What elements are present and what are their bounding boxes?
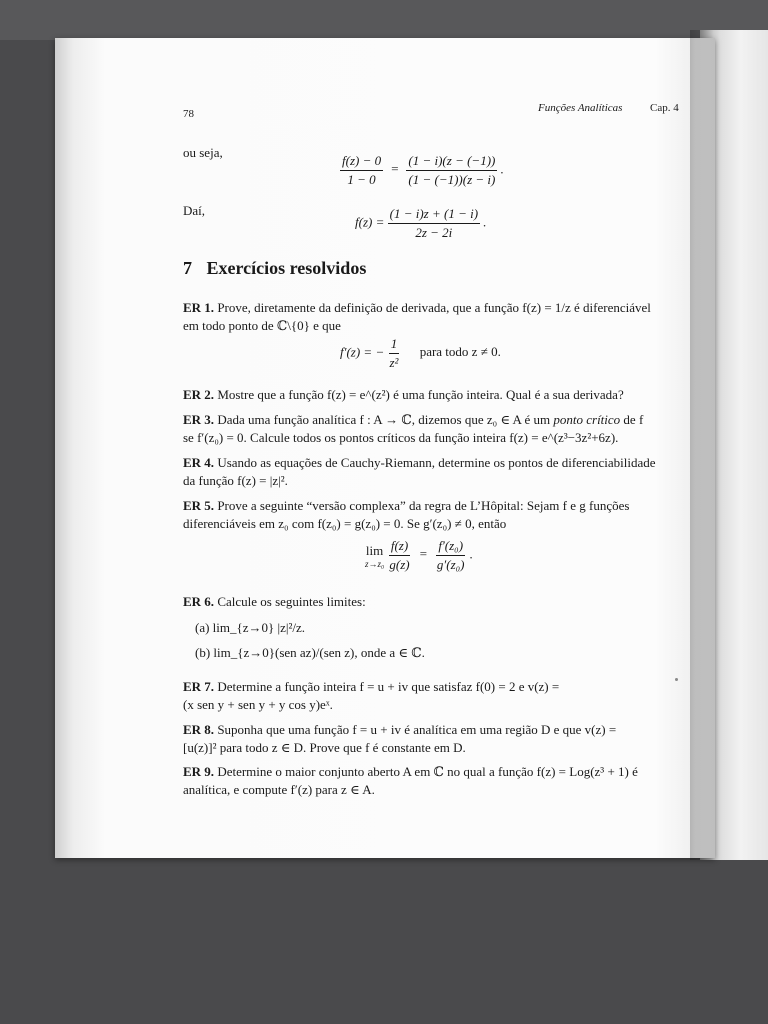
eq2-lhs: f(z) = <box>355 214 385 230</box>
er8-tag: ER 8. <box>183 722 215 737</box>
er6-tag: ER 6. <box>183 594 215 609</box>
page-number: 78 <box>183 108 194 120</box>
exercise-4 <box>183 455 656 471</box>
er7-line2: (x sen y + sen y + y cos y)eˣ. <box>183 697 333 712</box>
er6-item-a: (a) lim_{z→0} |z|²/z. <box>195 620 306 635</box>
chapter-label: Cap. 4 <box>650 102 679 114</box>
er3-tag: ER 3. <box>183 412 215 427</box>
eq1-lhs-den: 1 − 0 <box>347 172 376 187</box>
er4-line1: Usando as equações de Cauchy-Riemann, determine os pontos de diferenciabilidade <box>217 455 656 470</box>
intro-dai: Daí, <box>183 203 206 218</box>
er1-eq-num: 1 <box>389 336 400 354</box>
er3-line1-c: de f <box>620 412 644 427</box>
er5-num2: f′(z₀) <box>436 538 465 556</box>
er6-line1: Calcule os seguintes limites: <box>217 594 366 609</box>
section-number: 7 <box>183 258 192 278</box>
er1-line1: Prove, diretamente da definição de derivada, que a função f(z) = 1/z é diferenciável <box>217 300 651 315</box>
er9-line2: analítica, e compute f′(z) para z ∈ A. <box>183 782 375 797</box>
er1-eq-lhs: f′(z) = − <box>340 344 385 360</box>
er4-tag: ER 4. <box>183 455 215 470</box>
er5-den2: g′(z₀) <box>436 557 465 572</box>
exercise-7 <box>183 679 559 695</box>
exercise-1 <box>183 300 651 316</box>
er1-equation <box>340 336 501 371</box>
chapter-title: Funções Analíticas <box>538 102 623 114</box>
er9-tag: ER 9. <box>183 764 215 779</box>
er7-tag: ER 7. <box>183 679 215 694</box>
eq2-num: (1 − i)z + (1 − i) <box>388 206 480 224</box>
er5-tag: ER 5. <box>183 498 215 513</box>
equation-1: $\frac{f(z) - 0}{1 - 0}$ = $\frac{(1 - i)(z - (-1))}{(1 - (-1))(z - i)}$ . <box>342 153 504 187</box>
er7-line1: Determine a função inteira f = u + iv que satisfaz f(0) = 2 e v(z) = <box>217 679 560 694</box>
er9-line1: Determine o maior conjunto aberto A em ℂ no qual a função f(z) = Log(z³ + 1) é <box>217 764 638 779</box>
er8-line2: [u(z)]² para todo z ∈ D. Prove que f é constante em D. <box>183 740 466 755</box>
er3-line1-b: ponto crítico <box>553 412 621 427</box>
er5-lim: lim <box>365 542 384 558</box>
exercise-9 <box>183 764 638 780</box>
section-title: Exercícios resolvidos <box>206 258 367 278</box>
er5-line2: diferenciáveis em z₀ com f(z₀) = g(z₀) = 0. Se g′(z₀) ≠ 0, então <box>183 516 507 531</box>
section-heading <box>183 258 366 279</box>
er5-num1: f(z) <box>389 538 410 556</box>
er5-lim-sub: z→z₀ <box>365 558 385 569</box>
er1-line2: em todo ponto de ℂ\{0} e que <box>183 318 341 333</box>
er1-eq-den: z² <box>389 355 399 370</box>
eq1-lhs-num: f(z) − 0 <box>340 153 383 171</box>
er2-tag: ER 2. <box>183 387 215 402</box>
backdrop <box>0 0 768 40</box>
er2-line1: Mostre que a função f(z) = e^(z²) é uma função inteira. Qual é a sua derivada? <box>217 387 624 402</box>
equation-2: f(z) = $\frac{(1 - i)z + (1 - i)}{2z - 2i}$ . <box>355 206 487 240</box>
eq1-rhs-num: (1 − i)(z − (−1)) <box>406 153 497 171</box>
er5-equation: lim z→z₀ $\frac{f(z)}{g(z)}$ = $\frac{\text{f′(z₀)}}{\text{g′(z₀)}}$ . <box>365 538 473 572</box>
er1-eq-rhs: para todo z ≠ 0. <box>419 344 501 360</box>
book-page <box>55 38 715 858</box>
er5-den1: g(z) <box>389 557 410 572</box>
exercise-6 <box>183 594 366 610</box>
er1-tag: ER 1. <box>183 300 215 315</box>
er8-line1: Suponha que uma função f = u + iv é analítica em uma região D e que v(z) = <box>217 722 617 737</box>
er5-line1: Prove a seguinte “versão complexa” da regra de L’Hôpital: Sejam f e g funções <box>217 498 630 513</box>
paper-speck <box>675 678 678 681</box>
exercise-5 <box>183 498 629 514</box>
exercise-2 <box>183 387 624 403</box>
eq1-rhs-den: (1 − (−1))(z − i) <box>408 172 496 187</box>
er4-line2: da função f(z) = |z|². <box>183 473 288 488</box>
er3-line1-a: Dada uma função analítica f : A → ℂ, dizemos que z₀ ∈ A é um <box>217 412 554 427</box>
eq2-den: 2z − 2i <box>415 225 453 240</box>
er6-item-b: (b) lim_{z→0}(sen az)/(sen z), onde a ∈ ℂ. <box>195 645 425 660</box>
er3-line2: se f′(z₀) = 0. Calcule todos os pontos críticos da função inteira f(z) = e^(z³−3z²+6z). <box>183 430 619 445</box>
exercise-8 <box>183 722 616 738</box>
exercise-3 <box>183 412 643 428</box>
intro-ou-seja: ou seja, <box>183 145 223 160</box>
gutter-shadow <box>690 30 720 860</box>
